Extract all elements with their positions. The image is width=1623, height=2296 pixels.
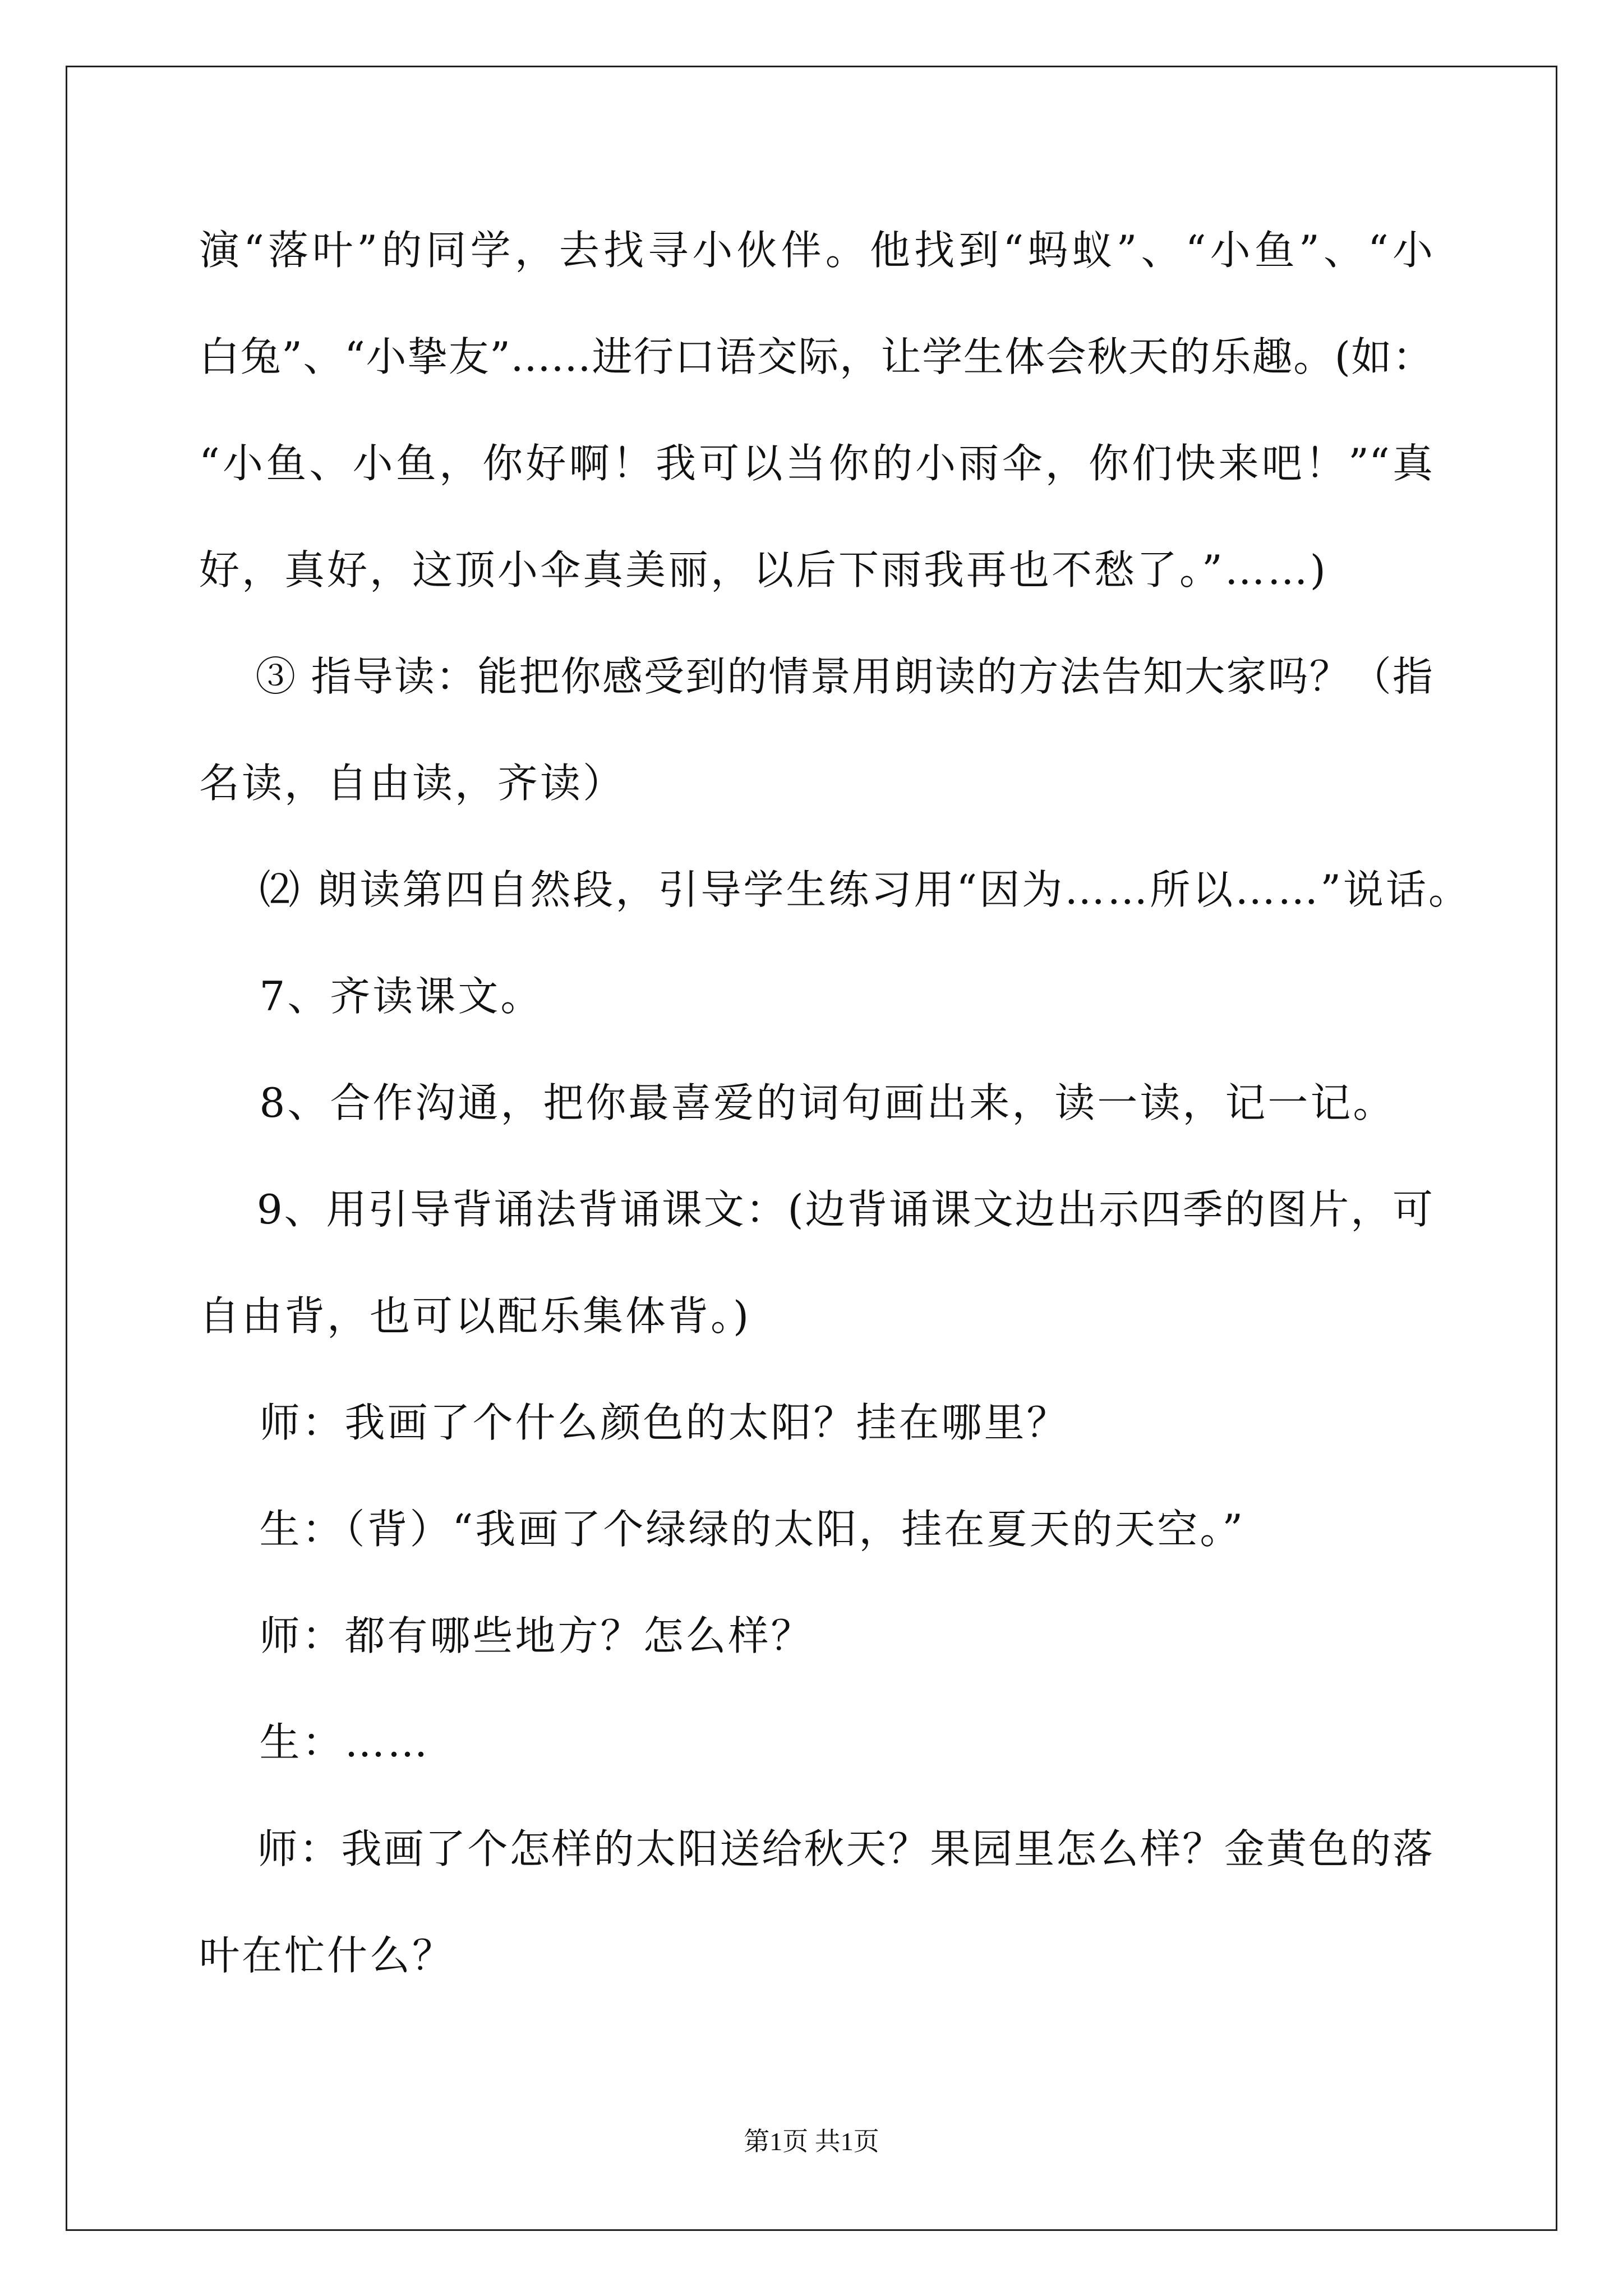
- text-line-17: 叶在忙什么？: [199, 1932, 455, 1979]
- text-line-9: 8、合作沟通，把你最喜爱的词句画出来，读一读，记一记。: [199, 1079, 1396, 1126]
- text-line-8: 7、齐读课文。: [199, 973, 543, 1020]
- text-line-13: 生：（背）“我画了个绿绿的太阳，挂在夏天的天空。”: [199, 1506, 1246, 1553]
- text-line-3: “小鱼、小鱼，你好啊！我可以当你的小雨伞，你们快来吧！”“真: [199, 440, 1433, 487]
- text-line-16: 师：我画了个怎样的太阳送给秋天？果园里怎么样？金黄色的落: [199, 1825, 1433, 1872]
- text-line-7: ⑵ 朗读第四自然段，引导学生练习用“因为……所以……”说话。: [199, 866, 1472, 913]
- text-line-5: ③ 指导读：能把你感受到的情景用朗读的方法告知大家吗？（指: [199, 653, 1433, 700]
- text-line-2: 白兔”、“小挚友”……进行口语交际，让学生体会秋天的乐趣。(如：: [199, 333, 1433, 380]
- text-line-4: 好，真好，这顶小伞真美丽，以后下雨我再也不愁了。”……): [199, 546, 1328, 593]
- text-line-6: 名读，自由读，齐读）: [199, 760, 626, 807]
- text-line-15: 生：……: [199, 1719, 430, 1766]
- text-line-1: 演“落叶”的同学，去找寻小伙伴。他找到“蚂蚁”、“小鱼”、“小: [199, 227, 1433, 274]
- text-line-14: 师：都有哪些地方？怎么样？: [199, 1612, 814, 1659]
- text-line-10: 9、用引导背诵法背诵课文：(边背诵课文边出示四季的图片，可: [199, 1186, 1433, 1233]
- page-border: [66, 66, 1557, 2231]
- page-number-footer: 第1页 共1页: [744, 2127, 879, 2156]
- text-line-12: 师：我画了个什么颜色的太阳？挂在哪里？: [199, 1399, 1069, 1446]
- text-line-11: 自由背，也可以配乐集体背。): [199, 1292, 751, 1340]
